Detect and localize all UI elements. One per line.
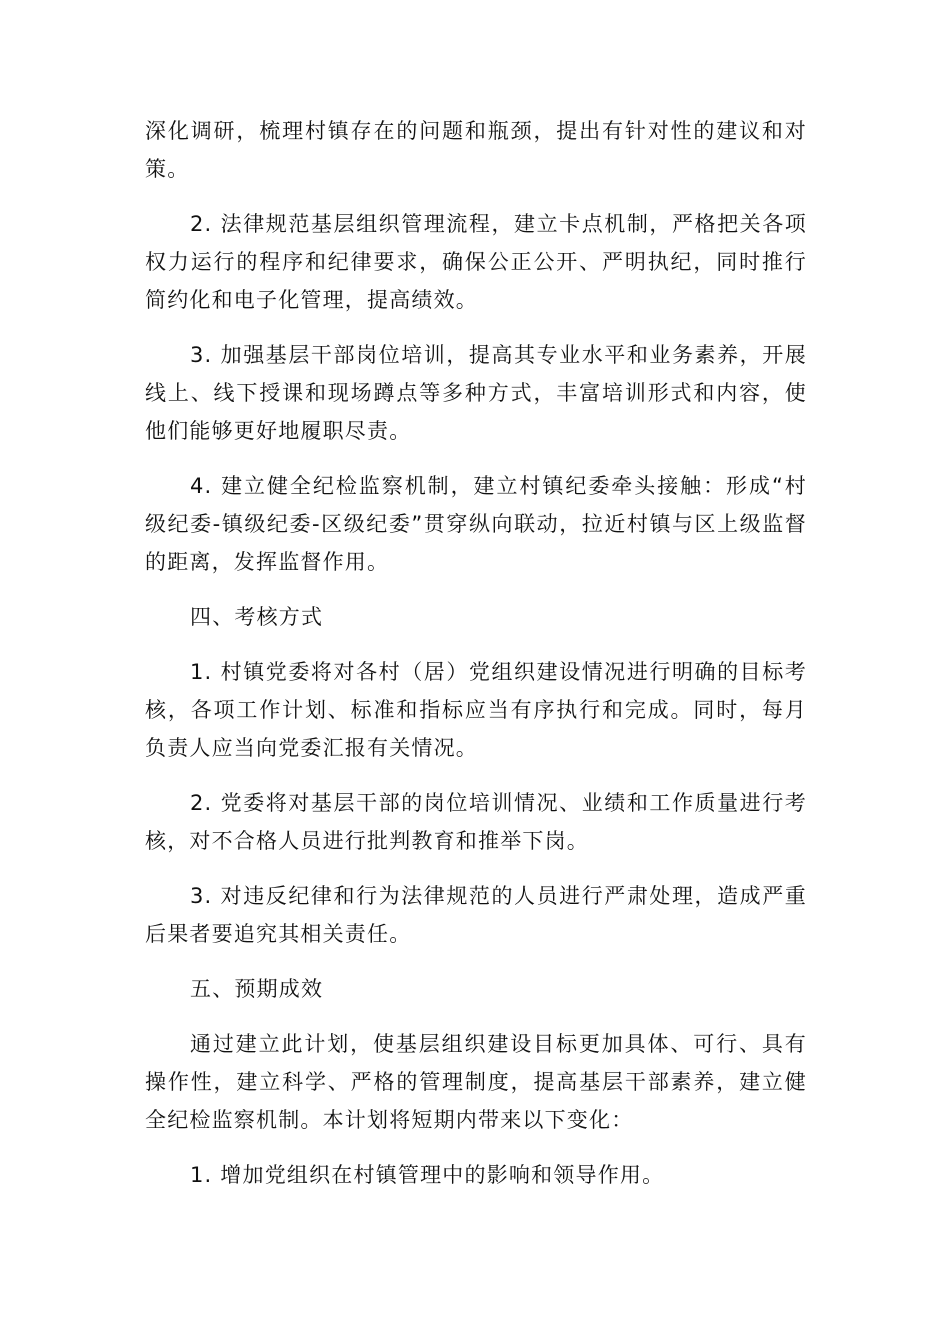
paragraph-continuation: 深化调研，梳理村镇存在的问题和瓶颈，提出有针对性的建议和对策。: [145, 119, 807, 181]
paragraph-assessment-2: 2. 党委将对基层干部的岗位培训情况、业绩和工作质量进行考核，对不合格人员进行批判教育和推举下岗。: [145, 791, 807, 853]
section-heading-expected-results: 五、预期成效: [190, 977, 324, 1001]
document-body: [145, 112, 807, 1211]
paragraph-item-3: 3. 加强基层干部岗位培训，提高其专业水平和业务素养，开展线上、线下授课和现场蹲点等多种方式，丰富培训形式和内容，使他们能够更好地履职尽责。: [145, 343, 807, 443]
section-heading-assessment: 四、考核方式: [190, 605, 324, 629]
paragraph-assessment-1: 1. 村镇党委将对各村（居）党组织建设情况进行明确的目标考核，各项工作计划、标准和指标应当有序执行和完成。同时，每月负责人应当向党委汇报有关情况。: [145, 660, 807, 760]
paragraph-expected-intro: 通过建立此计划，使基层组织建设目标更加具体、可行、具有操作性，建立科学、严格的管理制度，提高基层干部素养，建立健全纪检监察机制。本计划将短期内带来以下变化：: [145, 1032, 807, 1132]
paragraph-item-2: 2. 法律规范基层组织管理流程，建立卡点机制，严格把关各项权力运行的程序和纪律要求，确保公正公开、严明执纪，同时推行简约化和电子化管理，提高绩效。: [145, 212, 807, 312]
paragraph-expected-1: 1. 增加党组织在村镇管理中的影响和领导作用。: [190, 1163, 665, 1187]
paragraph-item-4: 4. 建立健全纪检监察机制，建立村镇纪委牵头接触：形成“村级纪委-镇级纪委-区级纪委”贯穿纵向联动，拉近村镇与区上级监督的距离，发挥监督作用。: [145, 474, 807, 574]
paragraph-assessment-3: 3. 对违反纪律和行为法律规范的人员进行严肃处理，造成严重后果者要追究其相关责任。: [145, 884, 807, 946]
